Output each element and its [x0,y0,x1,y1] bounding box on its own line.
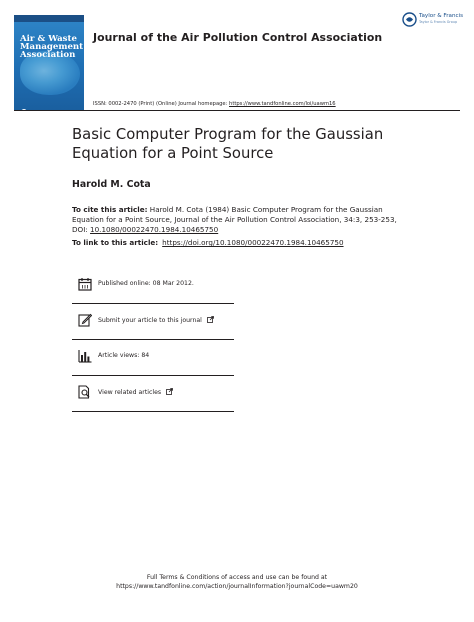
article-views-row [72,340,234,376]
journal-title[interactable]: Journal of the Air Pollution Control Association [93,31,383,44]
submit-article-row[interactable] [72,304,234,340]
publisher-logo[interactable] [402,11,463,27]
cover-title-line-3: Association [20,50,76,60]
publisher-logo-subtitle: Taylor & Francis Group [419,20,458,24]
terms-footer [0,573,474,591]
article-link-line [72,238,344,247]
article-info-list [72,268,234,412]
citation-doi-link[interactable]: 10.1080/00022470.1984.10465750 [90,225,219,234]
journal-cover-image [14,15,84,110]
edit-icon [78,313,92,327]
calendar-icon [78,277,92,291]
external-link-icon [166,388,173,395]
published-online-row [72,268,234,304]
header-divider [14,110,460,111]
issn-line [93,101,336,107]
publisher-logo-text [419,13,463,25]
related-articles-link[interactable] [98,388,173,396]
article-author: Harold M. Cota [72,179,151,190]
related-articles-text: View related articles [98,389,162,396]
citation-block [72,205,402,235]
article-title: Basic Computer Program for the Gaussian Equation for a Point Source [72,126,384,162]
article-views-text: Article views: 84 [98,352,150,359]
cover-title-line-2: Management [20,42,84,52]
article-link-label: To link to this article: [72,238,159,247]
article-doi-url[interactable]: https://doi.org/10.1080/00022470.1984.10465750 [162,238,344,247]
terms-footer-link[interactable]: https://www.tandfonline.com/action/journalInformation?journalCode=uawm20 [116,583,358,590]
cover-title-line-1: Air & Waste [20,34,77,44]
submit-article-link[interactable] [98,316,214,324]
external-link-icon [207,316,214,323]
journal-homepage-link[interactable]: https://www.tandfonline.com/loi/uawm16 [229,101,336,107]
publisher-logo-icon [402,12,417,27]
related-articles-row[interactable] [72,376,234,412]
submit-article-text: Submit your article to this journal [98,317,202,324]
issn-text: ISSN: 0002-2470 (Print) (Online) Journal homepage: [93,101,230,107]
bar-chart-icon [78,349,92,363]
search-document-icon [78,385,92,399]
publisher-logo-name: Taylor & Francis [419,13,464,19]
citation-label: To cite this article: [72,205,148,214]
terms-footer-text: Full Terms & Conditions of access and use can be found at [146,574,328,581]
citation-text: Harold M. Cota (1984) Basic Computer Program for the Gaussian Equation for a Point Source, Journal of the Air Pollution Control Association, 34:3, 253-253, DOI: [72,205,397,234]
published-online-text: Published online: 08 Mar 2012. [98,280,194,287]
cover-top-strip [14,15,84,22]
